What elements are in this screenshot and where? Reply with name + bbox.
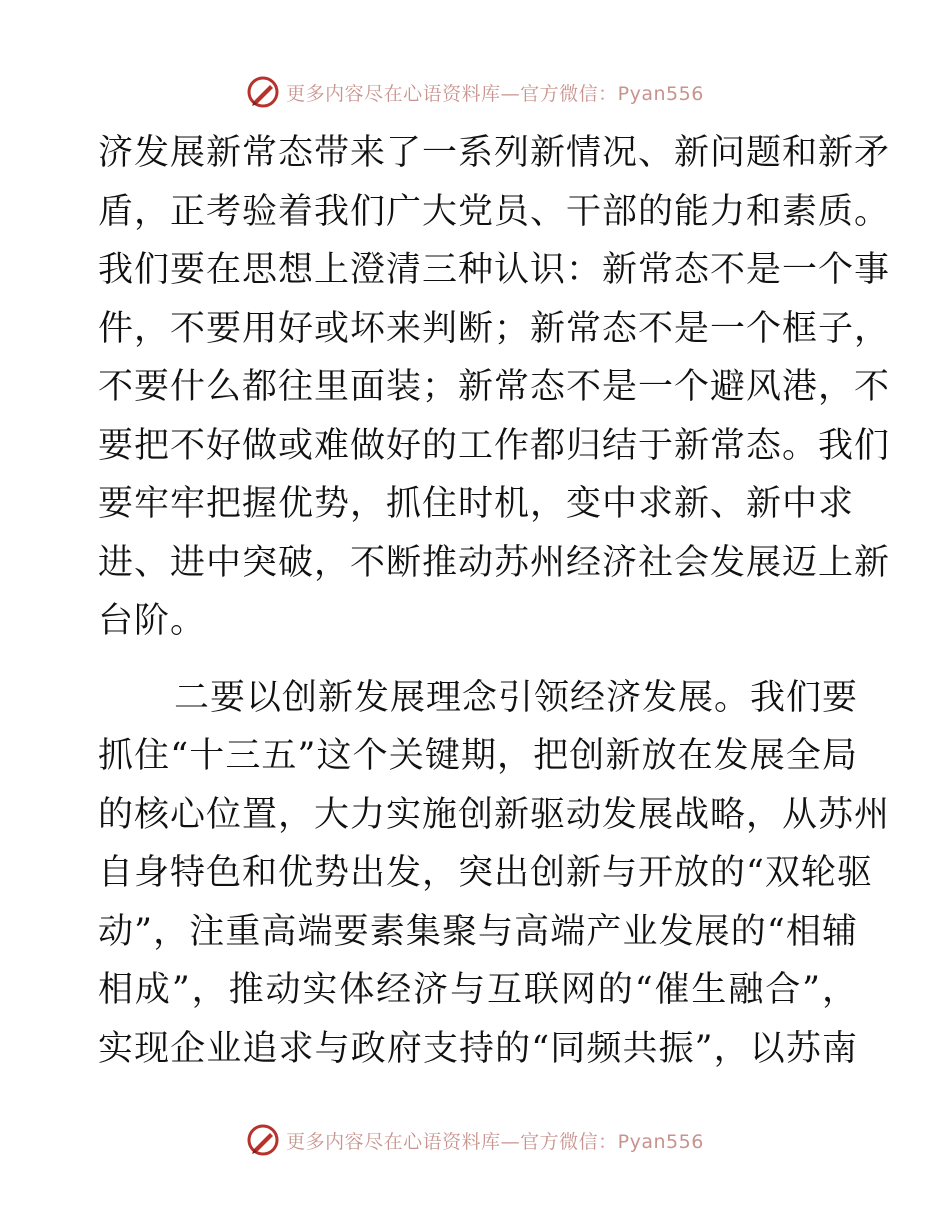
text-line: 我们要在思想上澄清三种认识：新常态不是一个事 xyxy=(98,250,891,290)
paragraph-2 xyxy=(98,669,891,1079)
header-watermark xyxy=(0,72,950,112)
text-line: 的核心位置，大力实施创新驱动发展战略，从苏州 xyxy=(98,794,891,835)
watermark-text: 更多内容尽在心语资料库—官方微信：Pyan556 xyxy=(286,1130,704,1153)
text-line: 进、进中突破，不断推动苏州经济社会发展迈上新 xyxy=(98,542,891,583)
paragraph-1 xyxy=(98,124,891,651)
text-line: 台阶。 xyxy=(98,601,207,641)
text-line: 要牢牢把握优势，抓住时机，变中求新、新中求 xyxy=(98,484,855,524)
text-line: 相成”，推动实体经济与互联网的“催生融合”， xyxy=(98,970,858,1010)
text-line: 抓住“十三五”这个关键期，把创新放在发展全局 xyxy=(98,736,858,776)
text-line: 件，不要用好或坏来判断；新常态不是一个框子， xyxy=(98,308,891,349)
text-line: 动”，注重高端要素集聚与高端产业发展的“相辅 xyxy=(98,911,858,952)
text-line: 不要什么都往里面装；新常态不是一个避风港，不 xyxy=(98,367,891,407)
text-line: 自身特色和优势出发，突出创新与开放的“双轮驱 xyxy=(98,853,873,893)
footer-watermark xyxy=(0,1120,950,1160)
pen-circle-logo-icon xyxy=(246,1123,280,1157)
document-body xyxy=(98,124,891,1078)
text-line: 盾，正考验着我们广大党员、干部的能力和素质。 xyxy=(98,191,891,232)
pen-circle-logo-icon xyxy=(246,75,280,109)
text-line: 实现企业追求与政府支持的“同频共振”，以苏南 xyxy=(98,1028,858,1069)
text-line: 要把不好做或难做好的工作都归结于新常态。我们 xyxy=(98,425,891,466)
text-line: 二要以创新发展理念引领经济发展。我们要 xyxy=(174,677,859,718)
text-line: 济发展新常态带来了一系列新情况、新问题和新矛 xyxy=(98,133,891,173)
watermark-text: 更多内容尽在心语资料库—官方微信：Pyan556 xyxy=(286,82,704,105)
